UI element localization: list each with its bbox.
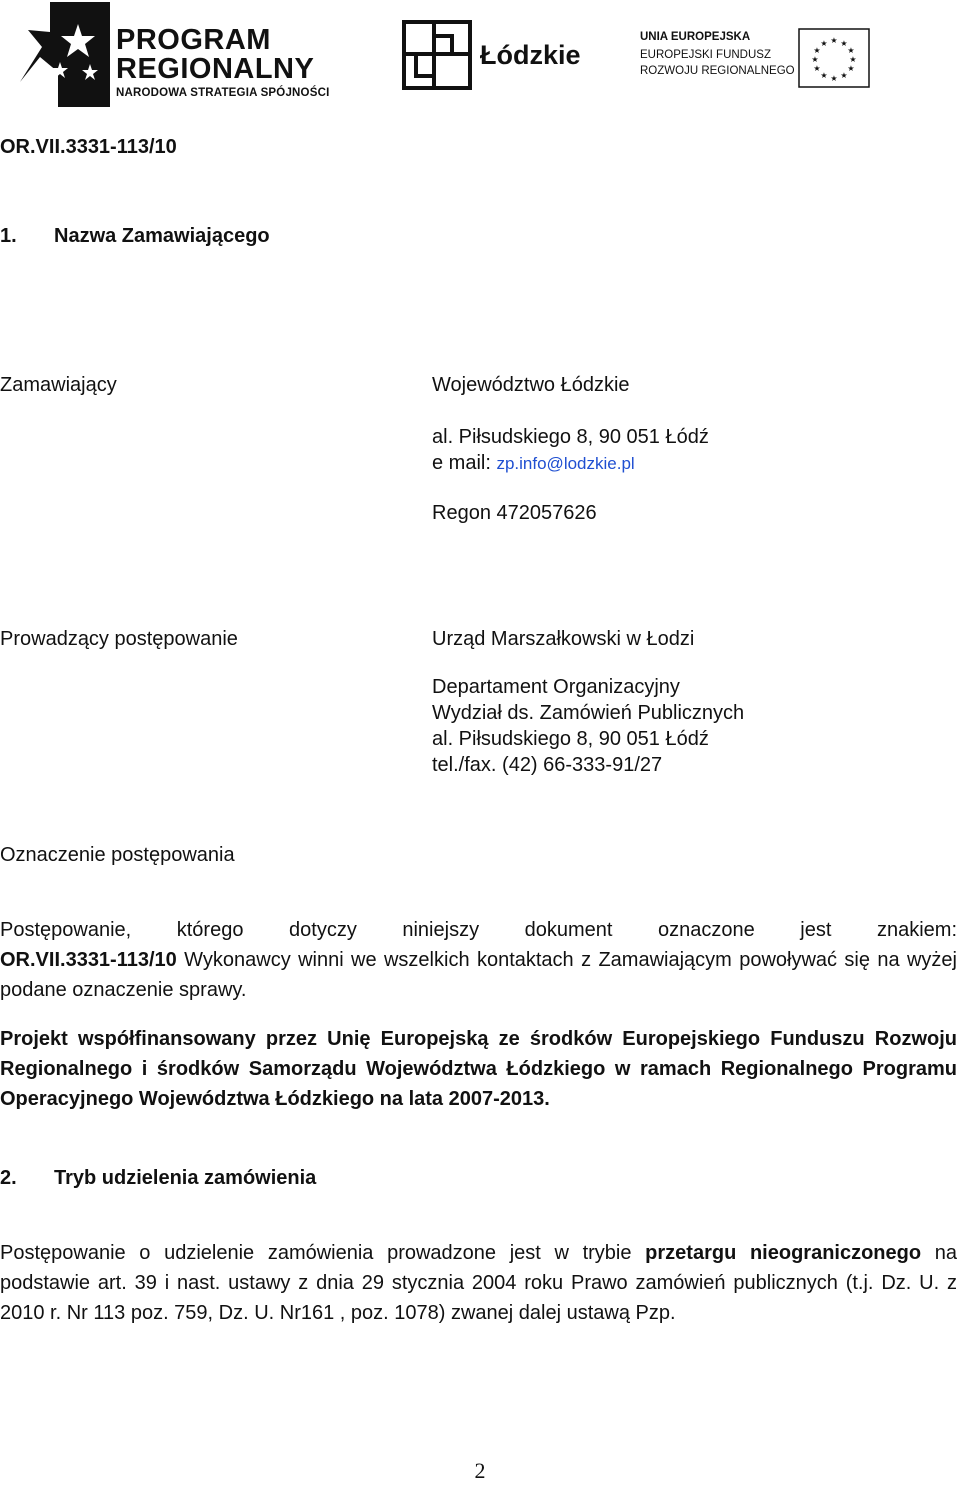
tryb-part1: Postępowanie o udzielenie zamówienia prowadzone jest w trybie: [0, 1242, 646, 1264]
section-2-number: 2.: [0, 1167, 17, 1189]
prowadzacy-wydzial: Wydział ds. Zamówień Publicznych: [432, 702, 745, 724]
program-logo-line1: PROGRAM: [116, 24, 271, 56]
lodzkie-logo-text: Łódzkie: [480, 40, 581, 70]
svg-text:★: ★: [849, 55, 857, 64]
program-regionalny-emblem-icon: [20, 2, 120, 107]
svg-text:★: ★: [840, 71, 848, 80]
zamawiajacy-email-line: [432, 448, 635, 479]
svg-text:★: ★: [820, 71, 828, 80]
zamawiajacy-name: Województwo Łódzkie: [432, 374, 630, 396]
program-logo-line2: REGIONALNY: [116, 53, 315, 85]
svg-text:★: ★: [847, 64, 855, 73]
email-link[interactable]: zp.info@lodzkie.pl: [496, 454, 635, 473]
program-logo-line3: NARODOWA STRATEGIA SPÓJNOŚCI: [116, 87, 330, 99]
svg-text:★: ★: [813, 64, 821, 73]
prowadzacy-phone: tel./fax. (42) 66-333-91/27: [432, 754, 663, 776]
lodzkie-emblem-icon: [402, 20, 472, 90]
eu-logo: [640, 28, 872, 90]
page-number: 2: [474, 1458, 486, 1483]
tryb-paragraph: [0, 1238, 957, 1328]
prowadzacy-label: Prowadzący postępowanie: [0, 628, 238, 650]
zamawiajacy-label: Zamawiający: [0, 374, 117, 396]
oznaczenie-rest: [0, 945, 957, 1005]
prowadzacy-address: al. Piłsudskiego 8, 90 051 Łódź: [432, 728, 709, 750]
svg-text:★: ★: [813, 46, 821, 55]
document-reference: OR.VII.3331-113/10: [0, 136, 177, 158]
eu-logo-line2: EUROPEJSKI FUNDUSZ: [640, 49, 771, 61]
oznaczenie-ref: OR.VII.3331-113/10: [0, 949, 177, 971]
email-label: e mail:: [432, 452, 491, 474]
oznaczenie-text: Wykonawcy winni we wszelkich kontaktach z Zamawiającym powoływać się na wyżej podane oznaczenie sprawy.: [0, 949, 957, 1001]
section-1-number: 1.: [0, 225, 17, 247]
svg-text:★: ★: [840, 39, 848, 48]
zamawiajacy-regon: Regon 472057626: [432, 502, 597, 524]
zamawiajacy-address: al. Piłsudskiego 8, 90 051 Łódź: [432, 426, 709, 448]
eu-flag-icon: [798, 28, 870, 88]
svg-text:★: ★: [830, 36, 838, 45]
section-2-title: Tryb udzielenia zamówienia: [54, 1167, 317, 1189]
svg-text:★: ★: [830, 74, 838, 83]
lodzkie-logo: [402, 20, 602, 90]
eu-logo-line3: ROZWOJU REGIONALNEGO: [640, 65, 795, 77]
projekt-cofinancing-text: Projekt współfinansowany przez Unię Europejską ze środków Europejskiego Funduszu Rozwoju Regionalnego i środków Samorządu Województwa Łódzkiego w ramach Regionalnego Programu Operacyjnego Województwa Łódzkiego na lata 2007-2013.: [0, 1028, 957, 1110]
eu-logo-line1: UNIA EUROPEJSKA: [640, 31, 751, 43]
svg-text:★: ★: [820, 39, 828, 48]
prowadzacy-name: Urząd Marszałkowski w Łodzi: [432, 628, 695, 650]
oznaczenie-line1: Postępowanie, którego dotyczy niniejszy dokument oznaczone jest znakiem:: [0, 919, 957, 941]
oznaczenie-heading: Oznaczenie postępowania: [0, 844, 235, 866]
tryb-bold: przetargu nieograniczonego: [645, 1242, 922, 1264]
tryb-part2: na podstawie art. 39 i nast. ustawy z dnia 29 stycznia 2004 roku Prawo zamówień publicznych (t.j. Dz. U. z 2010 r. Nr 113 poz. 759, Dz. U. Nr161 , poz. 1078) zwanej dalej ustawą Pzp.: [0, 1242, 957, 1324]
svg-text:★: ★: [847, 46, 855, 55]
section-1-title: Nazwa Zamawiającego: [54, 225, 270, 247]
prowadzacy-dept: Departament Organizacyjny: [432, 676, 680, 698]
program-regionalny-logo: [20, 2, 360, 107]
svg-text:★: ★: [811, 55, 819, 64]
